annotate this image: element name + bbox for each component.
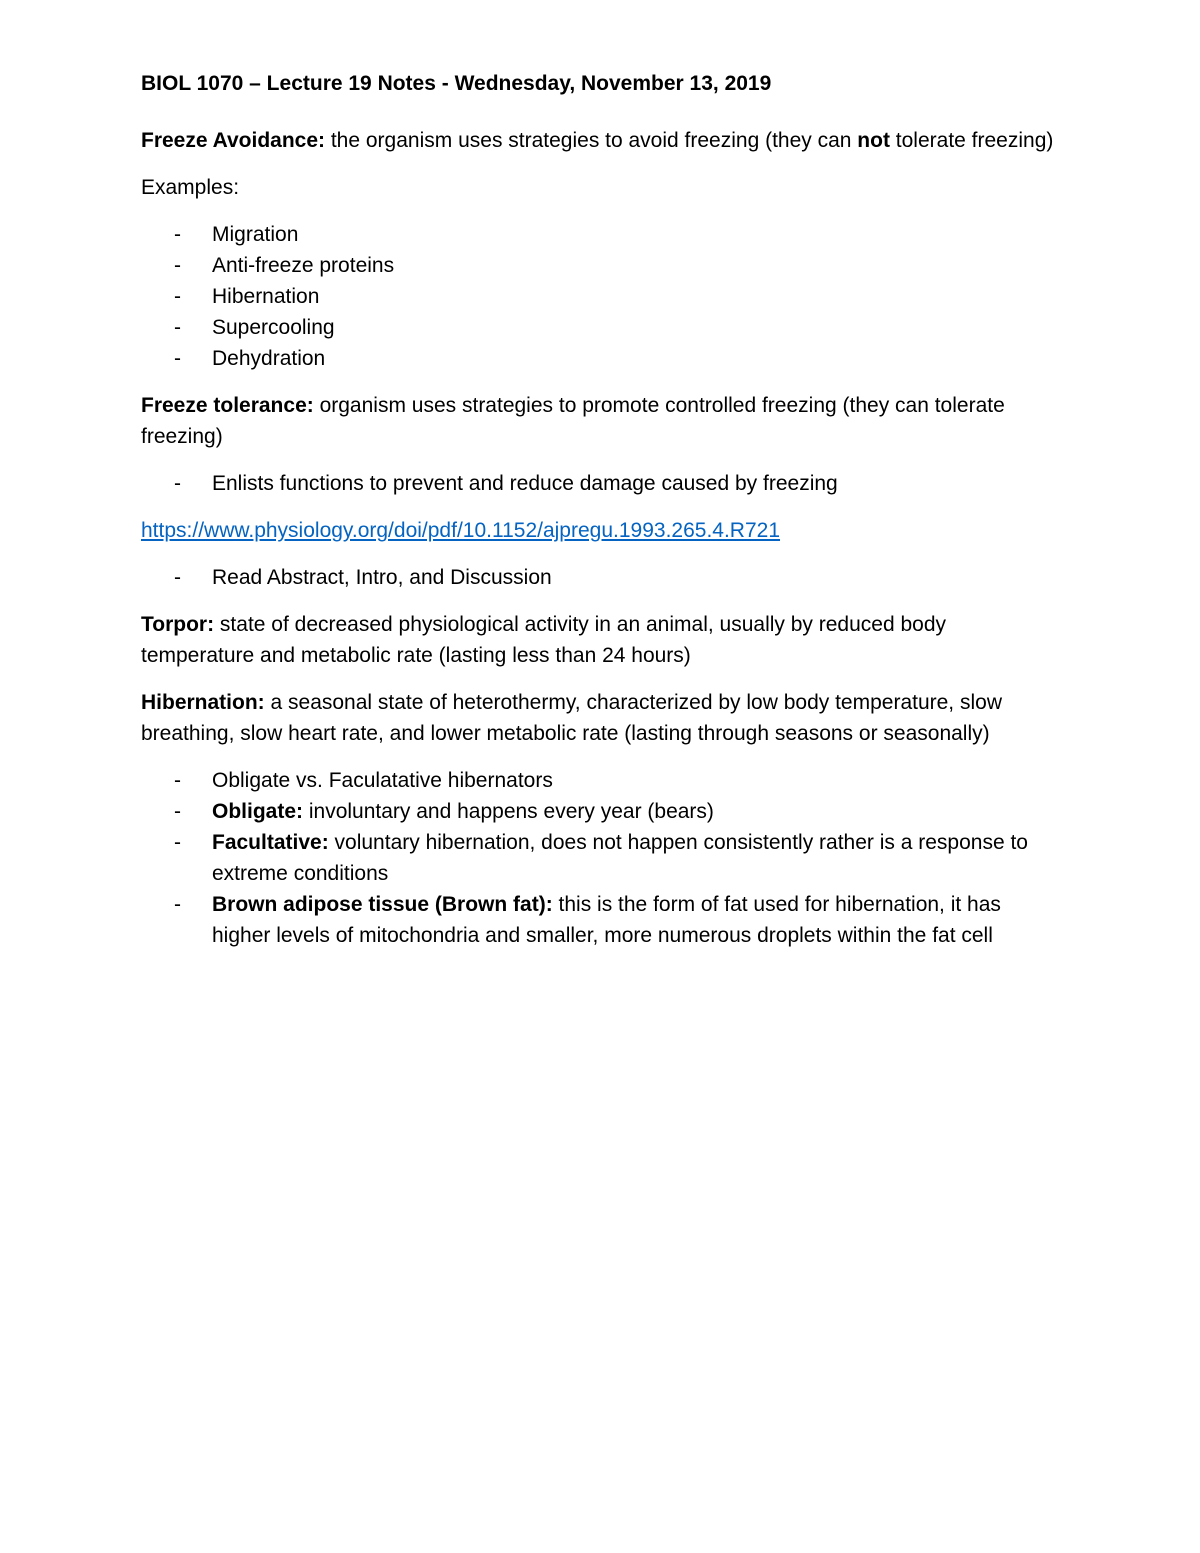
freeze-avoidance-def-post: tolerate freezing)	[889, 129, 1054, 152]
list-item-text: Dehydration	[212, 347, 326, 370]
dash-mark: -	[174, 800, 181, 823]
link-notes-list	[141, 562, 1061, 593]
examples-label: Examples:	[141, 176, 240, 199]
dash-mark: -	[174, 347, 181, 370]
freeze-tolerance-def: organism uses strategies to promote controlled freezing (they can tolerate freezing)	[141, 394, 1005, 448]
dash-mark: -	[174, 223, 181, 246]
list-item-text: Hibernation	[212, 285, 320, 308]
freeze-tolerance-term: Freeze tolerance:	[141, 394, 314, 417]
list-item-term: Brown adipose tissue (Brown fat):	[212, 893, 553, 916]
list-item-term: Obligate:	[212, 800, 304, 823]
list-item	[141, 281, 1061, 312]
hibernation-term: Hibernation:	[141, 691, 265, 714]
freeze-avoidance-paragraph	[141, 125, 1061, 156]
examples-list	[141, 219, 1061, 374]
list-item-text: involuntary and happens every year (bears)	[303, 800, 714, 823]
dash-mark: -	[174, 769, 181, 792]
list-item-text: Read Abstract, Intro, and Discussion	[212, 566, 552, 589]
list-item-text: Migration	[212, 223, 299, 246]
list-item	[141, 889, 1061, 951]
list-item-text: Supercooling	[212, 316, 335, 339]
list-item	[141, 250, 1061, 281]
hibernation-paragraph	[141, 687, 1061, 749]
torpor-paragraph	[141, 609, 1061, 671]
dash-mark: -	[174, 893, 181, 916]
list-item-text: this is the form of fat used for hibernation, it has higher levels of mitochondria and smaller, more numerous droplets within the fat cell	[212, 893, 1001, 947]
freeze-avoidance-def-pre: the organism uses strategies to avoid freezing (they can	[325, 129, 858, 152]
dash-mark: -	[174, 254, 181, 277]
list-item	[141, 312, 1061, 343]
reference-link-paragraph	[141, 515, 1061, 546]
freeze-avoidance-term: Freeze Avoidance:	[141, 129, 326, 152]
torpor-def: state of decreased physiological activity in an animal, usually by reduced body temperature and metabolic rate (lasting less than 24 hours)	[141, 613, 947, 667]
list-item-text: voluntary hibernation, does not happen consistently rather is a response to extreme conditions	[212, 831, 1028, 885]
list-item	[141, 827, 1061, 889]
list-item	[141, 796, 1061, 827]
list-item	[141, 562, 1061, 593]
tolerance-list	[141, 468, 1061, 499]
freeze-avoidance-def-bold: not	[857, 129, 890, 152]
dash-mark: -	[174, 831, 181, 854]
torpor-term: Torpor:	[141, 613, 215, 636]
list-item	[141, 468, 1061, 499]
list-item-term: Facultative:	[212, 831, 329, 854]
hibernation-def: a seasonal state of heterothermy, characterized by low body temperature, slow breathing, slow heart rate, and lower metabolic rate (lasting through seasons or seasonally)	[141, 691, 1002, 745]
dash-mark: -	[174, 472, 181, 495]
list-item	[141, 219, 1061, 250]
dash-mark: -	[174, 285, 181, 308]
dash-mark: -	[174, 316, 181, 339]
reference-link[interactable]: https://www.physiology.org/doi/pdf/10.1152/ajpregu.1993.265.4.R721	[141, 519, 780, 542]
list-item	[141, 343, 1061, 374]
list-item	[141, 765, 1061, 796]
freeze-tolerance-paragraph	[141, 390, 1061, 452]
document-page	[141, 68, 1061, 967]
list-item-text: Obligate vs. Faculatative hibernators	[212, 769, 553, 792]
list-item-text: Anti-freeze proteins	[212, 254, 395, 277]
hibernation-list	[141, 765, 1061, 951]
dash-mark: -	[174, 566, 181, 589]
page-title: BIOL 1070 – Lecture 19 Notes - Wednesday, November 13, 2019	[141, 72, 772, 95]
list-item-text: Enlists functions to prevent and reduce damage caused by freezing	[212, 472, 838, 495]
